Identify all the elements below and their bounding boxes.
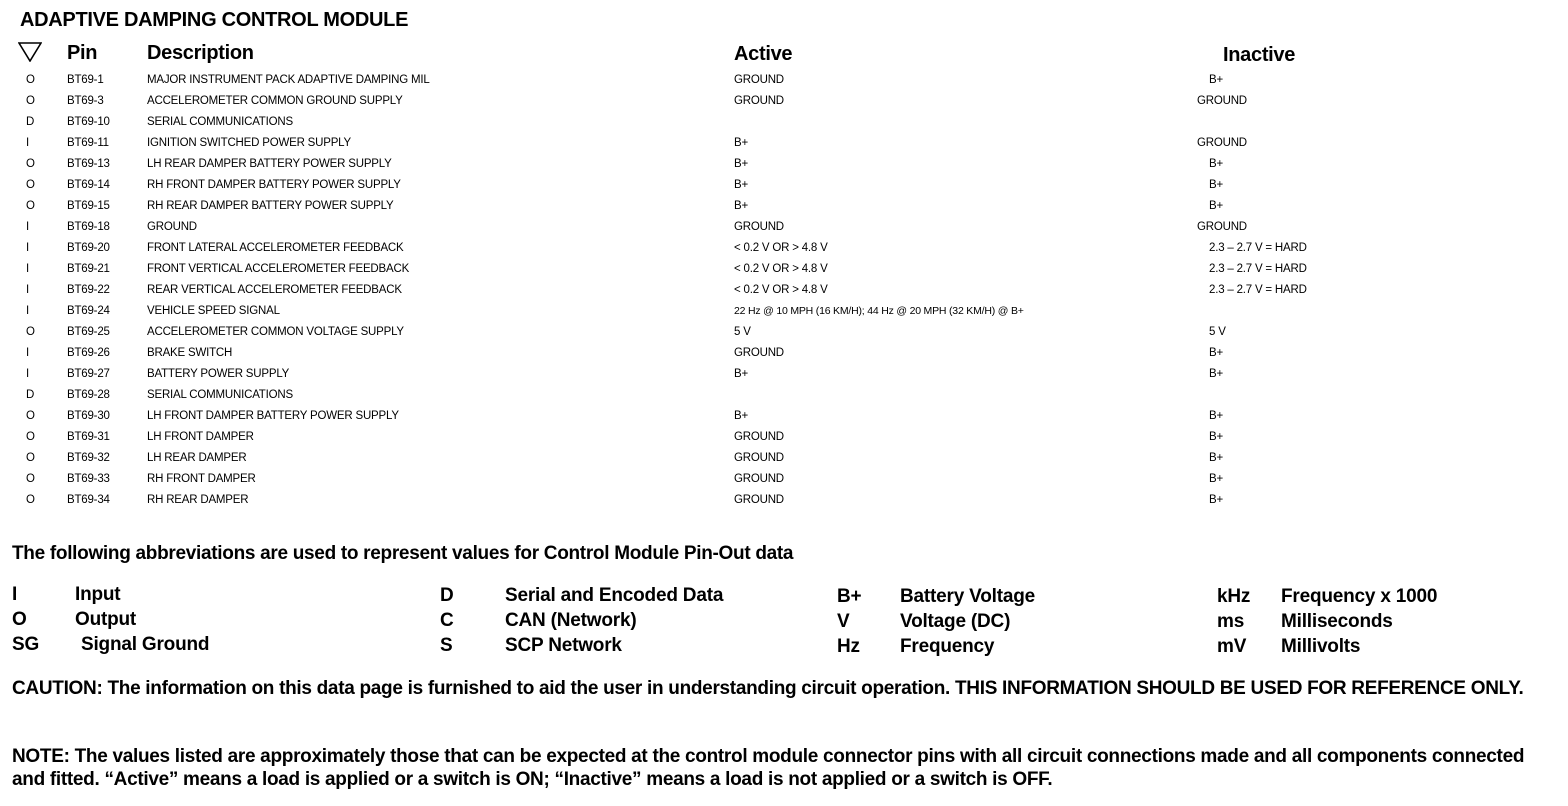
- active-value: GROUND: [734, 74, 784, 86]
- pin-type: O: [26, 326, 35, 338]
- abbreviation-meaning: Voltage (DC): [900, 611, 1011, 632]
- pin-type: D: [26, 116, 35, 128]
- pin-description: FRONT VERTICAL ACCELEROMETER FEEDBACK: [147, 263, 410, 275]
- table-row: [0, 304, 1568, 325]
- pin-description: LH REAR DAMPER BATTERY POWER SUPPLY: [147, 158, 392, 170]
- header-pin: Pin: [67, 42, 98, 64]
- pin-description: SERIAL COMMUNICATIONS: [147, 116, 293, 128]
- pin-description: BATTERY POWER SUPPLY: [147, 368, 290, 380]
- inactive-value: B+: [1209, 179, 1223, 191]
- inactive-value: 2.3 – 2.7 V = HARD: [1209, 284, 1307, 296]
- abbreviation-meaning: SCP Network: [505, 635, 622, 656]
- pin-description: FRONT LATERAL ACCELEROMETER FEEDBACK: [147, 242, 404, 254]
- active-value: 5 V: [734, 326, 751, 338]
- table-row: [0, 136, 1568, 157]
- active-value: B+: [734, 410, 748, 422]
- abbreviation-meaning: Signal Ground: [81, 634, 210, 655]
- abbreviation-meaning: Serial and Encoded Data: [505, 585, 724, 606]
- header-description: Description: [147, 42, 254, 64]
- pin-description: RH FRONT DAMPER BATTERY POWER SUPPLY: [147, 179, 401, 191]
- pin-type: O: [26, 179, 35, 191]
- abbreviation-code: kHz: [1217, 586, 1251, 607]
- abbreviation-meaning: Output: [75, 609, 137, 630]
- pin-number: BT69-3: [67, 95, 104, 107]
- pin-type: O: [26, 95, 35, 107]
- abbreviation-code: mV: [1217, 636, 1247, 657]
- table-row: [0, 409, 1568, 430]
- pin-number: BT69-21: [67, 263, 110, 275]
- pin-type: O: [26, 431, 35, 443]
- pin-type: O: [26, 200, 35, 212]
- pin-number: BT69-24: [67, 305, 110, 317]
- pin-number: BT69-15: [67, 200, 110, 212]
- pin-description: VEHICLE SPEED SIGNAL: [147, 305, 280, 317]
- active-value: B+: [734, 368, 748, 380]
- pin-type: O: [26, 74, 35, 86]
- active-value: B+: [734, 137, 748, 149]
- pin-type: I: [26, 242, 29, 254]
- pin-type: I: [26, 284, 29, 296]
- abbreviation-meaning: Battery Voltage: [900, 586, 1035, 607]
- pin-description: LH FRONT DAMPER: [147, 431, 254, 443]
- pin-description: GROUND: [147, 221, 197, 233]
- pin-type: I: [26, 137, 29, 149]
- pin-number: BT69-26: [67, 347, 110, 359]
- abbreviation-meaning: Input: [75, 584, 121, 605]
- active-value: B+: [734, 158, 748, 170]
- active-value: GROUND: [734, 473, 784, 485]
- abbreviation-code: Hz: [837, 636, 860, 657]
- table-row: [0, 262, 1568, 283]
- inactive-value: B+: [1209, 494, 1223, 506]
- table-row: [0, 220, 1568, 241]
- header-inactive: Inactive: [1223, 44, 1296, 66]
- table-row: [0, 94, 1568, 115]
- pin-type: I: [26, 347, 29, 359]
- pin-number: BT69-1: [67, 74, 104, 86]
- page-title: ADAPTIVE DAMPING CONTROL MODULE: [20, 9, 409, 31]
- pin-description: BRAKE SWITCH: [147, 347, 233, 359]
- abbreviations-heading: The following abbreviations are used to represent values for Control Module Pin-Out data: [12, 543, 794, 564]
- table-row: [0, 367, 1568, 388]
- pin-number: BT69-33: [67, 473, 110, 485]
- active-value: < 0.2 V OR > 4.8 V: [734, 284, 828, 296]
- inactive-value: GROUND: [1197, 137, 1247, 149]
- active-value: B+: [734, 200, 748, 212]
- pin-type: I: [26, 368, 29, 380]
- pin-number: BT69-30: [67, 410, 110, 422]
- active-value: B+: [734, 179, 748, 191]
- pin-type: O: [26, 473, 35, 485]
- abbreviation-code: I: [12, 584, 18, 605]
- pin-number: BT69-10: [67, 116, 110, 128]
- table-row: [0, 472, 1568, 493]
- active-value: GROUND: [734, 347, 784, 359]
- table-row: [0, 178, 1568, 199]
- active-value: 22 Hz @ 10 MPH (16 KM/H); 44 Hz @ 20 MPH (32 KM/H) @ B+: [734, 305, 1024, 317]
- table-row: [0, 157, 1568, 178]
- pin-type: D: [26, 389, 35, 401]
- inactive-value: B+: [1209, 473, 1223, 485]
- abbreviation-meaning: Millivolts: [1281, 636, 1361, 657]
- table-row: [0, 346, 1568, 367]
- table-row: [0, 115, 1568, 136]
- pin-description: IGNITION SWITCHED POWER SUPPLY: [147, 137, 351, 149]
- pin-type: I: [26, 305, 29, 317]
- pin-type: O: [26, 452, 35, 464]
- abbreviation-code: D: [440, 585, 454, 606]
- inactive-value: B+: [1209, 347, 1223, 359]
- caution-text: CAUTION: The information on this data page is furnished to aid the user in understanding circuit operation. THIS INFORMATION SHOULD BE USED FOR REFERENCE ONLY.: [12, 678, 1524, 699]
- inactive-value: B+: [1209, 74, 1223, 86]
- pin-description: ACCELEROMETER COMMON GROUND SUPPLY: [147, 95, 403, 107]
- pin-number: BT69-28: [67, 389, 110, 401]
- inactive-value: GROUND: [1197, 221, 1247, 233]
- pin-number: BT69-31: [67, 431, 110, 443]
- pin-type: I: [26, 263, 29, 275]
- active-value: GROUND: [734, 452, 784, 464]
- abbreviation-meaning: Frequency x 1000: [1281, 586, 1438, 607]
- inactive-value: B+: [1209, 158, 1223, 170]
- abbreviation-code: S: [440, 635, 453, 656]
- active-value: GROUND: [734, 95, 784, 107]
- abbreviation-code: V: [837, 611, 850, 632]
- pin-number: BT69-13: [67, 158, 110, 170]
- pin-number: BT69-32: [67, 452, 110, 464]
- table-row: [0, 73, 1568, 94]
- pin-number: BT69-34: [67, 494, 110, 506]
- pin-description: RH REAR DAMPER BATTERY POWER SUPPLY: [147, 200, 394, 212]
- pin-type: O: [26, 410, 35, 422]
- pin-type: O: [26, 158, 35, 170]
- abbreviation-meaning: Milliseconds: [1281, 611, 1393, 632]
- inactive-value: 2.3 – 2.7 V = HARD: [1209, 263, 1307, 275]
- active-value: GROUND: [734, 221, 784, 233]
- table-row: [0, 493, 1568, 514]
- inactive-value: B+: [1209, 200, 1223, 212]
- inactive-value: B+: [1209, 452, 1223, 464]
- header-active: Active: [734, 43, 793, 65]
- pin-number: BT69-25: [67, 326, 110, 338]
- abbreviation-code: C: [440, 610, 454, 631]
- pin-description: RH REAR DAMPER: [147, 494, 249, 506]
- table-row: [0, 283, 1568, 304]
- table-row: [0, 388, 1568, 409]
- pin-number: BT69-11: [67, 137, 109, 149]
- pin-number: BT69-27: [67, 368, 110, 380]
- active-value: GROUND: [734, 431, 784, 443]
- table-row: [0, 451, 1568, 472]
- inactive-value: B+: [1209, 410, 1223, 422]
- inactive-value: B+: [1209, 368, 1223, 380]
- pin-number: BT69-14: [67, 179, 110, 191]
- pin-number: BT69-22: [67, 284, 110, 296]
- inactive-value: 5 V: [1209, 326, 1226, 338]
- table-row: [0, 199, 1568, 220]
- abbreviation-code: O: [12, 609, 27, 630]
- active-value: GROUND: [734, 494, 784, 506]
- abbreviation-meaning: CAN (Network): [505, 610, 637, 631]
- abbreviation-code: B+: [837, 586, 862, 607]
- abbreviation-meaning: Frequency: [900, 636, 995, 657]
- abbreviation-code: ms: [1217, 611, 1245, 632]
- table-row: [0, 325, 1568, 346]
- inactive-value: 2.3 – 2.7 V = HARD: [1209, 242, 1307, 254]
- pin-description: LH REAR DAMPER: [147, 452, 247, 464]
- inactive-value: B+: [1209, 431, 1223, 443]
- inactive-value: GROUND: [1197, 95, 1247, 107]
- triangle-icon: [18, 42, 42, 62]
- pin-description: REAR VERTICAL ACCELEROMETER FEEDBACK: [147, 284, 402, 296]
- pin-type: I: [26, 221, 29, 233]
- pin-type: O: [26, 494, 35, 506]
- pin-description: LH FRONT DAMPER BATTERY POWER SUPPLY: [147, 410, 399, 422]
- pin-description: RH FRONT DAMPER: [147, 473, 256, 485]
- pin-description: ACCELEROMETER COMMON VOLTAGE SUPPLY: [147, 326, 404, 338]
- pin-number: BT69-20: [67, 242, 110, 254]
- table-row: [0, 241, 1568, 262]
- pin-description: MAJOR INSTRUMENT PACK ADAPTIVE DAMPING MIL: [147, 74, 430, 86]
- pin-number: BT69-18: [67, 221, 110, 233]
- abbreviation-code: SG: [12, 634, 40, 655]
- note-text: NOTE: The values listed are approximately those that can be expected at the control module connector pins with all circuit connections made and all components connected and fitted. “Active” means a load is applied or a switch is ON; “Inactive” means a load is not applied or a switch is OFF.: [12, 746, 1525, 790]
- pin-description: SERIAL COMMUNICATIONS: [147, 389, 293, 401]
- table-row: [0, 430, 1568, 451]
- active-value: < 0.2 V OR > 4.8 V: [734, 242, 828, 254]
- active-value: < 0.2 V OR > 4.8 V: [734, 263, 828, 275]
